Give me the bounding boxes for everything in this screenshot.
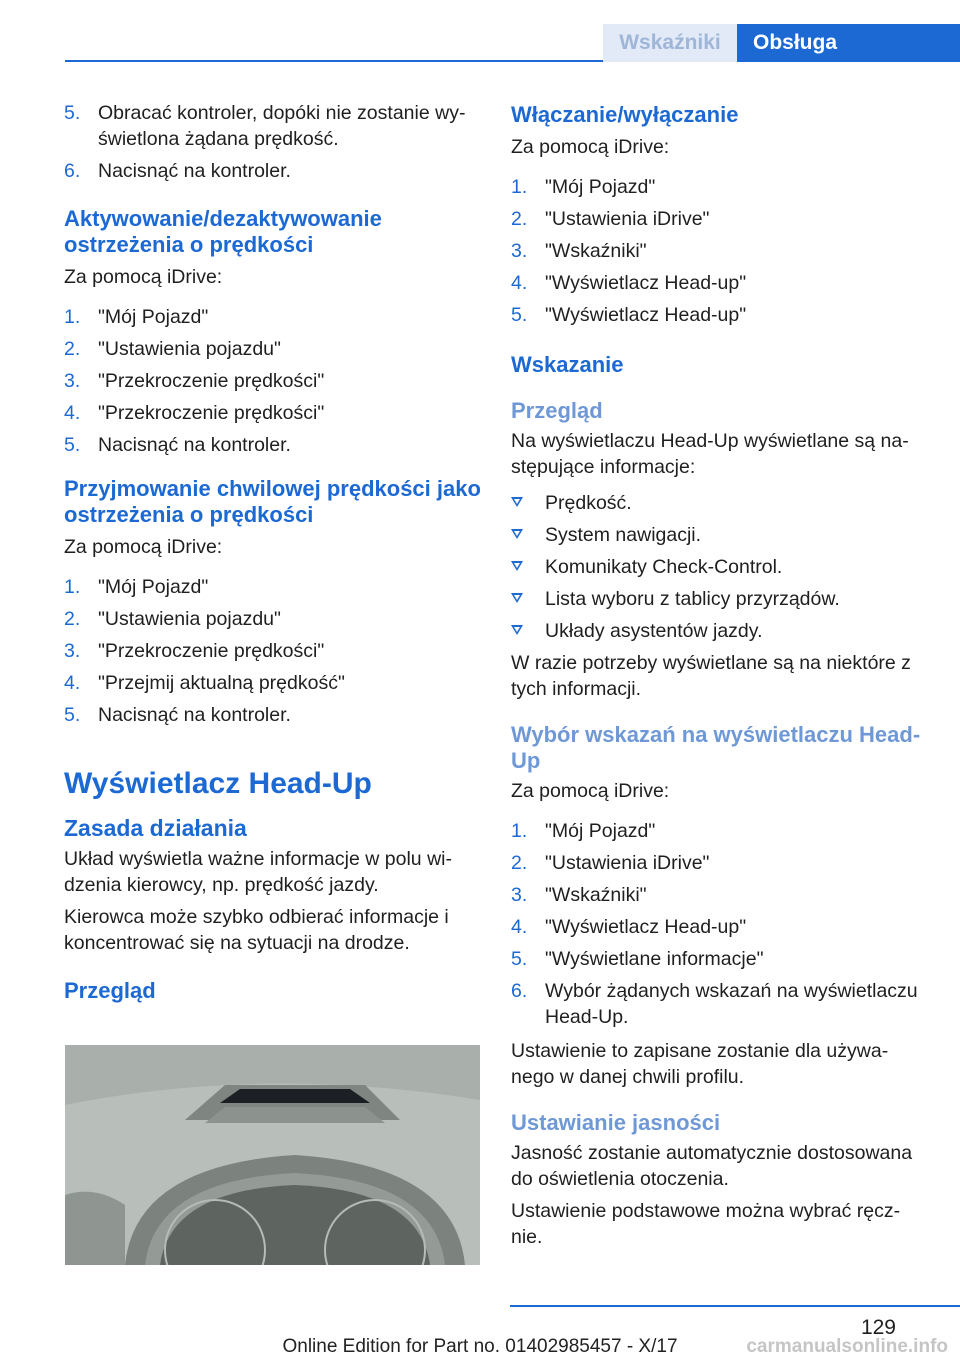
step-number: 4. [511,272,528,294]
step-number: 1. [511,176,528,198]
step-number: 4. [511,916,528,938]
list-item [64,606,482,632]
bullet-text: Komunikaty Check-Control. [545,556,783,578]
paragraph: W razie potrzeby wyświetlane są na niektóre z tych informacji. [511,652,911,700]
step-number: 3. [64,370,81,392]
step-number: 5. [64,434,81,456]
hud-dashboard-image [65,1045,480,1265]
tab-obsluga[interactable]: Obsługa [737,24,960,62]
list-item [511,946,931,972]
step-number: 3. [64,640,81,662]
step-text: "Mój Pojazd" [98,576,209,598]
step-text: Nacisnąć na kontroler. [98,160,291,182]
step-text: "Ustawienia iDrive" [545,208,710,230]
list-item [64,400,482,426]
list-item [64,100,482,152]
heading-select: Wybór wskazań na wyświetlaczu Head-Up [511,722,921,773]
list-item [511,850,931,876]
step-number: 6. [64,160,81,182]
bullet-text: Prędkość. [545,492,632,514]
list-item [511,174,931,200]
step-number: 5. [64,102,81,124]
step-text: "Wyświetlacz Head-up" [545,916,747,938]
heading-accept: Przyjmowanie chwilowej prędkości jako ostrzeżenia o prędkości [64,476,481,527]
step-text: "Wskaźniki" [545,884,647,906]
list-item [511,618,931,644]
heading-onoff: Włączanie/wyłączanie [511,102,739,127]
list-item [511,914,931,940]
idrive-label: Za pomocą iDrive: [64,266,223,288]
steps-activate-list [64,304,482,458]
list-item [64,304,482,330]
steps-accept-list [64,574,482,728]
step-number: 1. [64,306,81,328]
info-bullet-list [511,490,931,644]
step-text: Obracać kontroler, dopóki nie zostanie wy- świetlona żądana prędkość. [98,102,466,150]
list-item [511,238,931,264]
tab-wskazniki[interactable]: Wskaźniki [603,24,737,62]
steps-top-list [64,100,482,184]
step-text: "Wyświetlacz Head-up" [545,272,747,294]
watermark: carmanualsonline.info [746,1336,948,1357]
list-item [64,158,482,184]
heading-brightness: Ustawianie jasności [511,1110,721,1135]
step-number: 5. [64,704,81,726]
step-number: 2. [64,338,81,360]
step-text: "Mój Pojazd" [545,820,656,842]
step-text: "Przekroczenie prędkości" [98,402,325,424]
triangle-bullet-icon [511,561,523,571]
list-item [511,490,931,516]
steps-select-list [511,818,931,1030]
step-text: Nacisnąć na kontroler. [98,704,291,726]
list-item [511,522,931,548]
step-number: 1. [64,576,81,598]
triangle-bullet-icon [511,625,523,635]
list-item [511,206,931,232]
heading-activate: Aktywowanie/dezaktywowanie ostrzeżenia o prędkości [64,206,382,257]
list-item [64,336,482,362]
idrive-label: Za pomocą iDrive: [511,780,670,802]
paragraph: Ustawienie podstawowe można wybrać ręcz- nie. [511,1200,901,1248]
bullet-text: System nawigacji. [545,524,702,546]
list-item [511,818,931,844]
step-text: "Ustawienia pojazdu" [98,608,281,630]
page-number: 129 [860,1316,896,1339]
step-text: "Przejmij aktualną prędkość" [98,672,345,694]
step-number: 2. [511,208,528,230]
step-number: 4. [64,672,81,694]
idrive-label: Za pomocą iDrive: [511,136,670,158]
step-text: "Ustawienia iDrive" [545,852,710,874]
list-item [511,882,931,908]
triangle-bullet-icon [511,529,523,539]
paragraph: Układ wyświetla ważne informacje w polu wi- dzenia kierowcy, np. prędkość jazdy. [64,848,452,896]
heading-display: Wskazanie [511,352,624,377]
paragraph: Jasność zostanie automatycznie dostosowana do oświetlenia otoczenia. [511,1142,913,1190]
paragraph: Kierowca może szybko odbierać informacje i koncentrować się na sytuacji na drodze. [64,906,449,954]
list-item [511,978,931,1030]
step-text: "Przekroczenie prędkości" [98,640,325,662]
step-number: 3. [511,240,528,262]
idrive-label: Za pomocą iDrive: [64,536,223,558]
step-text: "Wskaźniki" [545,240,647,262]
bullet-text: Lista wyboru z tablicy przyrządów. [545,588,840,610]
list-item [64,368,482,394]
list-item [511,554,931,580]
step-number: 4. [64,402,81,424]
triangle-bullet-icon [511,593,523,603]
step-number: 2. [511,852,528,874]
triangle-bullet-icon [511,497,523,507]
list-item [64,670,482,696]
heading-overview: Przegląd [64,978,156,1003]
bullet-text: Układy asystentów jazdy. [545,620,763,642]
step-number: 6. [511,980,528,1002]
right-column [511,100,931,1256]
step-number: 5. [511,948,528,970]
paragraph: Na wyświetlaczu Head-Up wyświetlane są na- stępujące informacje: [511,430,909,478]
step-text: Nacisnąć na kontroler. [98,434,291,456]
steps-onoff-list [511,174,931,328]
step-text: "Wyświetlane informacje" [545,948,764,970]
list-item [64,702,482,728]
step-number: 5. [511,304,528,326]
paragraph: Ustawienie to zapisane zostanie dla używa- nego w danej chwili profilu. [511,1040,889,1088]
step-number: 1. [511,820,528,842]
step-text: Wybór żądanych wskazań na wyświetlaczu Head-Up. [545,980,918,1028]
list-item [511,586,931,612]
step-text: "Mój Pojazd" [545,176,656,198]
heading-hud: Wyświetlacz Head-Up [64,767,372,800]
step-text: "Wyświetlacz Head-up" [545,304,747,326]
list-item [511,270,931,296]
heading-principle: Zasada działania [64,815,247,841]
step-number: 2. [64,608,81,630]
heading-overview-2: Przegląd [511,398,603,423]
step-number: 3. [511,884,528,906]
step-text: "Ustawienia pojazdu" [98,338,281,360]
footer-rule [510,1305,960,1307]
list-item [64,432,482,458]
list-item [64,574,482,600]
edition-footer: Online Edition for Part no. 01402985457 - X/17 [282,1336,678,1357]
dashboard-illustration [65,1045,480,1265]
left-column [64,100,482,1010]
step-text: "Przekroczenie prędkości" [98,370,325,392]
list-item [511,302,931,328]
step-text: "Mój Pojazd" [98,306,209,328]
list-item [64,638,482,664]
